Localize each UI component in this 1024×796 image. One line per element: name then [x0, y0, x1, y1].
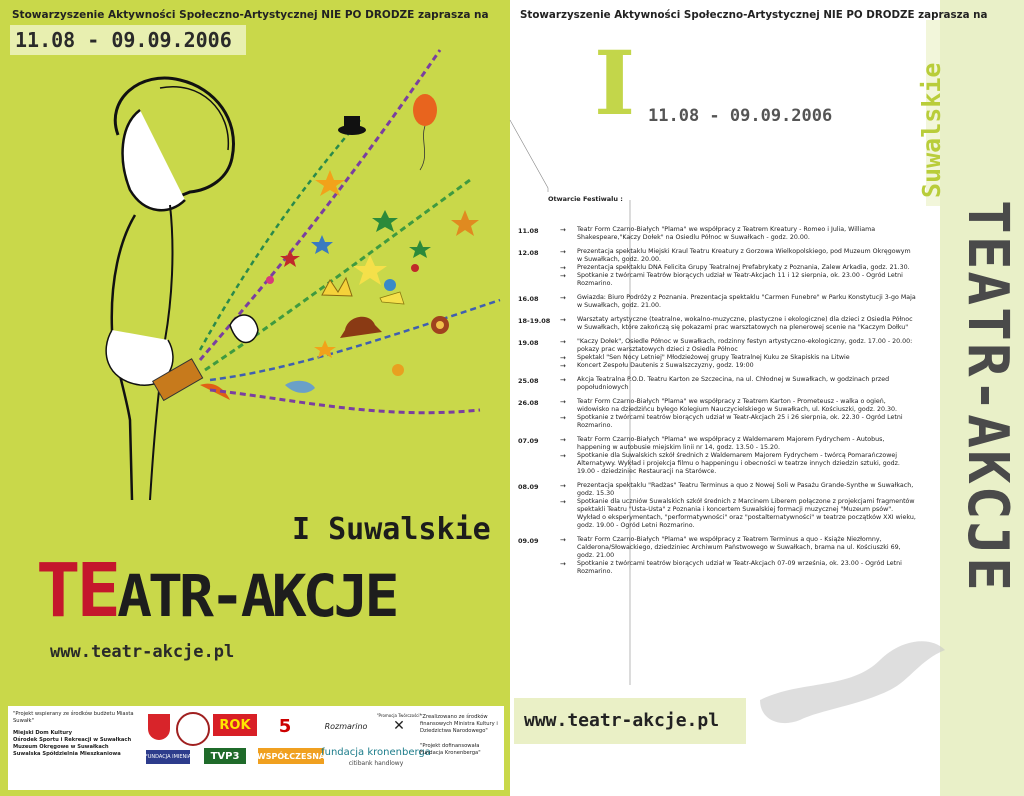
event-items: [560, 536, 916, 576]
poster-title: [36, 548, 395, 634]
event-item: [560, 248, 916, 264]
arrow-right-icon: →: [560, 316, 566, 324]
rok-logo: ROK: [213, 714, 257, 736]
event-item: [560, 498, 916, 530]
event-row: [518, 248, 916, 288]
programme-header: Stowarzyszenie Aktywności Społeczno-Artystycznej NIE PO DRODZE zaprasza na: [520, 9, 988, 21]
event-row: [518, 398, 916, 430]
promocja-text: "Promocja Twórczości": [376, 712, 422, 718]
arrow-right-icon: →: [560, 338, 566, 346]
event-item: [560, 264, 916, 272]
event-item: [560, 316, 916, 332]
event-text: Spotkanie z twórcami Teatrów biorących udział w Teatr-Akcjach 11 i 12 sierpnia, ok. 23.00 - Ogród Letni Rozmarino.: [577, 272, 903, 287]
event-item: [560, 294, 916, 310]
event-text: Teatr Form Czarno-Białych "Plama" we współpracy z Teatrem Karton - Prometeusz - walka o ogień, widowisko na dziedzińcu byłego Kolegium Nauczycielskiego w Suwałkach, ul. Kościuszki, godz. 20.30.: [577, 398, 898, 413]
event-row: [518, 316, 916, 332]
vertical-suwalskie: Suwalskie: [917, 62, 946, 198]
event-row: [518, 294, 916, 310]
event-item: [560, 226, 916, 242]
sponsor-right-text: [420, 714, 502, 765]
event-item: [560, 482, 916, 498]
arrow-right-icon: →: [560, 536, 566, 544]
event-date: 26.08: [518, 399, 539, 407]
arrow-right-icon: →: [560, 452, 566, 460]
event-row: [518, 338, 916, 370]
event-row: [518, 226, 916, 242]
arrow-right-icon: →: [560, 362, 566, 370]
org-4: Suwalska Spółdzielnia Mieszkaniowa: [13, 751, 121, 757]
arrow-right-icon: →: [560, 248, 566, 256]
event-row: [518, 536, 916, 576]
event-text: Akcja Teatralna P.O.D. Teatru Karton ze Szczecina, na ul. Chłodnej w Suwałkach, w godzinach przed popołudniowych: [577, 376, 890, 391]
event-items: [560, 398, 916, 430]
arrow-right-icon: →: [560, 354, 566, 362]
event-date: 18-19.08: [518, 317, 551, 325]
event-text: "Kaczy Dołek", Osiedle Północ w Suwałkach, rodzinny festyn artystyczno-ekologiczny, godz. 17.00 - 20.00: pokazy prac warsztatowych dzieci z Osiedla Północ: [577, 338, 913, 353]
event-item: [560, 272, 916, 288]
event-date: 09.09: [518, 537, 539, 545]
ministry-note: "Zrealizowano ze środków finansowych Ministra Kultury i Dziedzictwa Narodowego": [420, 714, 498, 734]
sponsor-strip: [8, 706, 504, 790]
event-item: [560, 362, 916, 370]
poster-illustration: [0, 40, 510, 540]
event-text: Prezentacja spektaklu DNA Felicita Grupy Teatralnej Prefabrykaty z Poznania, Zalew Arkadia, godz. 21.30.: [577, 264, 910, 271]
radio5-logo: 5: [278, 715, 292, 737]
sponsor-left-text: [13, 711, 141, 758]
badge-logo: [176, 712, 210, 746]
event-date: 11.08: [518, 227, 539, 235]
arrow-right-icon: →: [560, 436, 566, 444]
poster-title-te: TE: [36, 548, 118, 634]
arrow-right-icon: →: [560, 294, 566, 302]
event-items: [560, 376, 916, 392]
arrow-right-icon: →: [560, 560, 566, 568]
event-items: [560, 226, 916, 242]
event-text: Spotkanie dla uczniów Suwalskich szkół średnich z Marcinem Liberem połączone z projekcjami fragmentów spektakli Teatru "Usta-Usta" z Poznania i koncertem Suwalskiej formacji muzycznej "Muzeum psów". Wykład o eksperymentach, "performatywności" oraz "postalternatywności" w teatrze początków XXI wieku, godz. 19.00 - Ogród Letni Rozmarino.: [577, 498, 916, 529]
poster-url: www.teatr-akcje.pl: [50, 642, 235, 662]
event-item: [560, 560, 916, 576]
event-text: Warsztaty artystyczne (teatralne, wokalno-muzyczne, plastyczne i ekologiczne) dla dzieci z Osiedla Północ w Suwałkach, które zakończą się pokazami prac warsztatowych na plenerowej scenie na "Kaczym Dołku": [577, 316, 913, 331]
kronenberg-note: "Projekt dofinansowała Fundacja Kronenberga": [420, 743, 481, 756]
event-items: [560, 248, 916, 288]
event-item: [560, 536, 916, 560]
event-row: [518, 376, 916, 392]
poster-panel: [0, 0, 510, 796]
event-item: [560, 414, 916, 430]
edition-numeral: I: [594, 31, 636, 135]
opening-label: Otwarcie Festiwalu :: [548, 195, 623, 203]
poster-dates: 11.08 - 09.09.2006: [15, 28, 232, 52]
arrow-right-icon: →: [560, 482, 566, 490]
event-text: Spotkanie dla Suwalskich szkół średnich z Waldemarem Majorem Fydrychem - twórcą Pomarańczowej Alternatywy. Wykład i projekcja filmu o happeningu i obecności w teatrze innych dziedzin sztuki, godz. 19.00 - dziedziniec Restauracji na Starówce.: [577, 452, 900, 475]
event-item: [560, 452, 916, 476]
event-date: 25.08: [518, 377, 539, 385]
event-text: Teatr Form Czarno-Białych "Plama" we współpracy z Teatrem Terminus a quo - Książe Niezłomny, Calderona/Słowackiego, dziedziniec Archiwum Państwowego w Suwałkach, brama na ul. Kościuszki 69, godz. 21.00: [577, 536, 901, 559]
city-crest-logo: [148, 714, 170, 740]
poster-title-rest: ATR-AKCJE: [117, 562, 396, 630]
org-1: Miejski Dom Kultury: [13, 730, 72, 736]
org-2: Ośrodek Sportu i Rekreacji w Suwałkach: [13, 737, 132, 743]
event-item: [560, 354, 916, 362]
arrow-right-icon: →: [560, 414, 566, 422]
programme-panel: [510, 0, 1024, 796]
event-item: [560, 338, 916, 354]
kronenberg-sub: citibank handlowy: [348, 760, 404, 767]
arrow-right-icon: →: [560, 498, 566, 506]
event-date: 19.08: [518, 339, 539, 347]
splash-shadow: [740, 620, 960, 730]
tvp3-logo: TVP3: [204, 748, 246, 764]
event-text: Teatr Form Czarno-Białych "Plama" we współpracy z Waldemarem Majorem Fydrychem - Autobus, happening w autobusie miejskim linii nr 14, godz. 13.50 - 15.20.: [577, 436, 885, 451]
event-date: 08.09: [518, 483, 539, 491]
arrow-right-icon: →: [560, 272, 566, 280]
event-text: Spotkanie z twórcami teatrów biorących udział w Teatr-Akcjach 07-09 września, ok. 23.00 - Ogród Letni Rozmarino.: [577, 560, 902, 575]
kronenberg-text: fundacja kronenberga: [321, 747, 431, 758]
event-row: [518, 482, 916, 530]
support-note: "Projekt wspierany ze środków budżetu Miasta Suwałk": [13, 711, 134, 724]
programme-list: [518, 226, 916, 582]
event-items: [560, 294, 916, 310]
event-text: Spotkanie z twórcami teatrów biorących udział w Teatr-Akcjach 25 i 26 sierpnia, ok. 22.30 - Ogród Letni Rozmarino.: [577, 414, 903, 429]
arrow-right-icon: →: [560, 226, 566, 234]
gazeta-logo: WSPÓŁCZESNA: [258, 748, 324, 764]
event-date: 12.08: [518, 249, 539, 257]
kronenberg-logo: [321, 746, 431, 770]
event-item: [560, 436, 916, 452]
org-3: Muzeum Okręgowe w Suwałkach: [13, 744, 109, 750]
programme-url: www.teatr-akcje.pl: [524, 710, 720, 731]
event-items: [560, 436, 916, 476]
rozmarino-logo: Rozmarino: [324, 721, 368, 731]
event-items: [560, 482, 916, 530]
event-date: 16.08: [518, 295, 539, 303]
vertical-title: TEATR-AKCJE: [955, 200, 1020, 593]
event-item: [560, 376, 916, 392]
event-text: Teatr Form Czarno-Białych "Plama" we współpracy z Teatrem Kreatury - Romeo i Julia, Williama Shakespeare,"Kaczy Dołek" na Osiedlu Północ w Suwałkach - godz. 20.00.: [577, 226, 876, 241]
event-text: Prezentacja spektaklu Miejski Kraul Teatru Kreatury z Gorzowa Wielkopolskiego, pod Muzeum Okręgowym w Suwałkach, godz. 20.00.: [577, 248, 911, 263]
promocja-logo: "Promocja Twórczości" ✕: [376, 712, 422, 734]
poster-header: Stowarzyszenie Aktywności Społeczno-Artystycznej NIE PO DRODZE zaprasza na: [12, 9, 489, 21]
event-text: Spektakl "Sen Nocy Letniej" Młodzieżowej grupy Teatralnej Kuku ze Skapiskis na Litwie: [577, 354, 850, 361]
arrow-right-icon: →: [560, 376, 566, 384]
event-text: Koncert Zespołu Dautenis z Suwalszczyzny, godz. 19:00: [577, 362, 754, 369]
event-items: [560, 338, 916, 370]
programme-dates: 11.08 - 09.09.2006: [648, 106, 833, 126]
event-row: [518, 436, 916, 476]
event-item: [560, 398, 916, 414]
event-text: Gwiazda: Biuro Podróży z Poznania. Prezentacja spektaklu "Carmen Funebre" w Parku Konstytucji 3-go Maja w Suwałkach, godz. 21.00.: [577, 294, 916, 309]
poster-subtitle: I Suwalskie: [292, 512, 491, 547]
fundacja-logo: FUNDACJA IMIENIA: [146, 750, 190, 764]
arrow-right-icon: →: [560, 264, 566, 272]
event-text: Prezentacja spektaklu "Radżas" Teatru Terminus a quo z Nowej Soli w Pasażu Grande-Synthe w Suwałkach, godz. 15.30: [577, 482, 914, 497]
event-items: [560, 316, 916, 332]
event-date: 07.09: [518, 437, 539, 445]
arrow-right-icon: →: [560, 398, 566, 406]
